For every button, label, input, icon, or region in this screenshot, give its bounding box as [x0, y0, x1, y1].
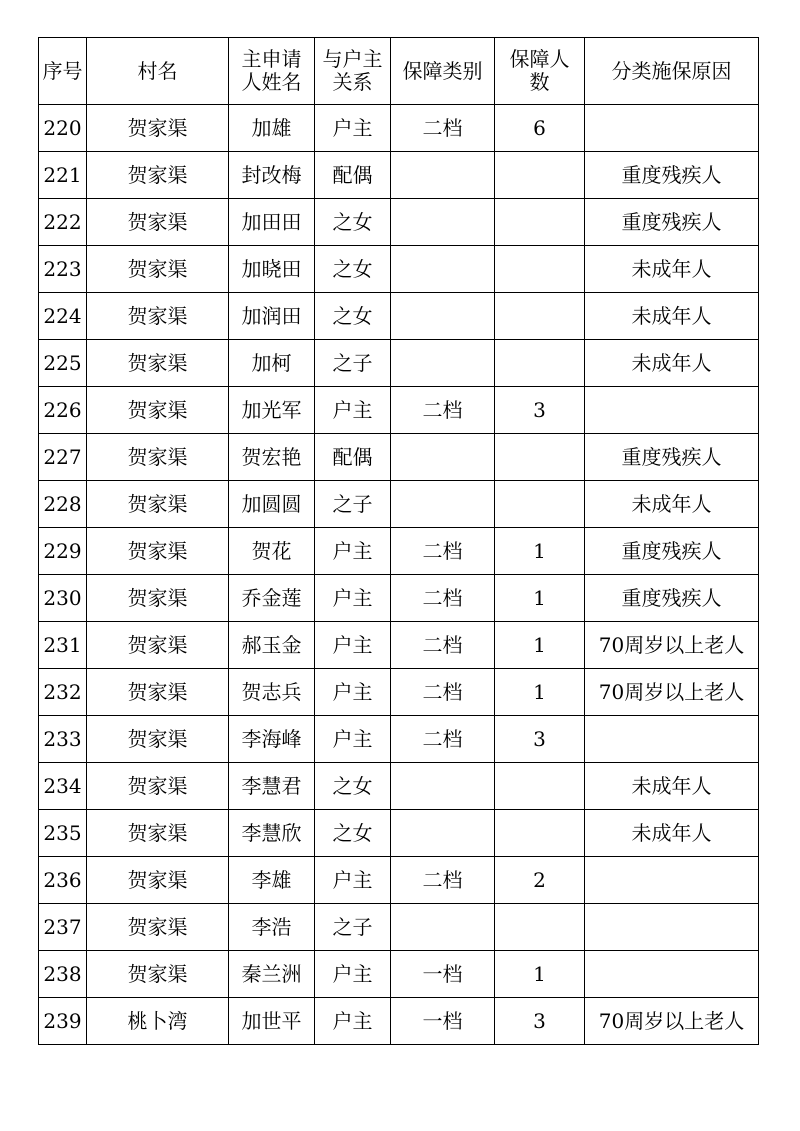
cell-village: 贺家渠 [87, 575, 229, 622]
cell-count [495, 199, 585, 246]
cell-relation: 户主 [315, 669, 391, 716]
cell-relation: 之子 [315, 340, 391, 387]
cell-seq: 222 [39, 199, 87, 246]
cell-applicant-name: 郝玉金 [229, 622, 315, 669]
cell-count [495, 904, 585, 951]
cell-relation: 之女 [315, 246, 391, 293]
cell-village: 贺家渠 [87, 246, 229, 293]
cell-seq: 221 [39, 152, 87, 199]
table-row [39, 481, 759, 528]
cell-village: 桃卜湾 [87, 998, 229, 1045]
table-row [39, 951, 759, 998]
header-village: 村名 [87, 38, 229, 105]
cell-seq: 237 [39, 904, 87, 951]
table-row [39, 857, 759, 904]
cell-count: 3 [495, 716, 585, 763]
cell-relation: 户主 [315, 622, 391, 669]
cell-applicant-name: 李海峰 [229, 716, 315, 763]
cell-reason: 重度残疾人 [585, 152, 759, 199]
cell-reason: 重度残疾人 [585, 528, 759, 575]
header-relation: 与户主 关系 [315, 38, 391, 105]
cell-reason: 未成年人 [585, 481, 759, 528]
cell-applicant-name: 加田田 [229, 199, 315, 246]
cell-reason [585, 716, 759, 763]
header-seq: 序号 [39, 38, 87, 105]
cell-category [391, 293, 495, 340]
cell-applicant-name: 加世平 [229, 998, 315, 1045]
cell-count: 1 [495, 528, 585, 575]
table-row [39, 152, 759, 199]
cell-category [391, 152, 495, 199]
cell-seq: 226 [39, 387, 87, 434]
header-count: 保障人 数 [495, 38, 585, 105]
cell-reason: 未成年人 [585, 810, 759, 857]
cell-village: 贺家渠 [87, 622, 229, 669]
table-row [39, 904, 759, 951]
cell-count [495, 246, 585, 293]
cell-village: 贺家渠 [87, 293, 229, 340]
cell-relation: 之子 [315, 481, 391, 528]
table-row [39, 716, 759, 763]
cell-village: 贺家渠 [87, 904, 229, 951]
cell-count: 6 [495, 105, 585, 152]
cell-category [391, 199, 495, 246]
cell-applicant-name: 李慧君 [229, 763, 315, 810]
cell-category: 二档 [391, 622, 495, 669]
cell-applicant-name: 贺花 [229, 528, 315, 575]
cell-reason [585, 105, 759, 152]
table-row [39, 293, 759, 340]
cell-category: 二档 [391, 669, 495, 716]
cell-seq: 234 [39, 763, 87, 810]
cell-relation: 配偶 [315, 434, 391, 481]
cell-village: 贺家渠 [87, 951, 229, 998]
cell-seq: 227 [39, 434, 87, 481]
cell-village: 贺家渠 [87, 105, 229, 152]
cell-relation: 户主 [315, 857, 391, 904]
cell-village: 贺家渠 [87, 763, 229, 810]
table-row [39, 575, 759, 622]
cell-seq: 228 [39, 481, 87, 528]
cell-category [391, 904, 495, 951]
cell-reason: 重度残疾人 [585, 434, 759, 481]
cell-applicant-name: 封改梅 [229, 152, 315, 199]
table-row [39, 528, 759, 575]
cell-seq: 223 [39, 246, 87, 293]
table-row [39, 246, 759, 293]
cell-count: 1 [495, 951, 585, 998]
table-row [39, 105, 759, 152]
cell-category: 二档 [391, 575, 495, 622]
cell-applicant-name: 乔金莲 [229, 575, 315, 622]
cell-count [495, 763, 585, 810]
cell-applicant-name: 李慧欣 [229, 810, 315, 857]
document-page [38, 37, 759, 1045]
cell-village: 贺家渠 [87, 481, 229, 528]
cell-count: 1 [495, 669, 585, 716]
cell-reason [585, 387, 759, 434]
header-applicant-name: 主申请 人姓名 [229, 38, 315, 105]
assistance-table [38, 37, 759, 1045]
cell-relation: 配偶 [315, 152, 391, 199]
cell-seq: 220 [39, 105, 87, 152]
cell-village: 贺家渠 [87, 669, 229, 716]
cell-relation: 之女 [315, 199, 391, 246]
cell-reason: 未成年人 [585, 246, 759, 293]
cell-reason: 未成年人 [585, 340, 759, 387]
cell-village: 贺家渠 [87, 152, 229, 199]
cell-category: 二档 [391, 105, 495, 152]
cell-relation: 之女 [315, 293, 391, 340]
cell-relation: 户主 [315, 998, 391, 1045]
cell-relation: 户主 [315, 716, 391, 763]
cell-category [391, 481, 495, 528]
table-body [39, 105, 759, 1045]
cell-seq: 231 [39, 622, 87, 669]
cell-seq: 230 [39, 575, 87, 622]
cell-reason: 70周岁以上老人 [585, 998, 759, 1045]
cell-village: 贺家渠 [87, 810, 229, 857]
cell-relation: 之女 [315, 763, 391, 810]
cell-village: 贺家渠 [87, 857, 229, 904]
cell-village: 贺家渠 [87, 528, 229, 575]
cell-category [391, 434, 495, 481]
cell-seq: 229 [39, 528, 87, 575]
cell-category: 一档 [391, 951, 495, 998]
cell-applicant-name: 李浩 [229, 904, 315, 951]
cell-count: 3 [495, 387, 585, 434]
cell-village: 贺家渠 [87, 340, 229, 387]
cell-category [391, 246, 495, 293]
table-row [39, 763, 759, 810]
table-row [39, 434, 759, 481]
cell-category: 二档 [391, 387, 495, 434]
cell-count [495, 293, 585, 340]
cell-applicant-name: 加晓田 [229, 246, 315, 293]
cell-reason: 未成年人 [585, 763, 759, 810]
cell-category: 一档 [391, 998, 495, 1045]
cell-category: 二档 [391, 857, 495, 904]
cell-count [495, 434, 585, 481]
cell-category: 二档 [391, 716, 495, 763]
cell-relation: 户主 [315, 951, 391, 998]
cell-count [495, 810, 585, 857]
cell-applicant-name: 加光军 [229, 387, 315, 434]
cell-count: 2 [495, 857, 585, 904]
header-row [39, 38, 759, 105]
cell-category [391, 810, 495, 857]
cell-applicant-name: 秦兰洲 [229, 951, 315, 998]
cell-applicant-name: 贺宏艳 [229, 434, 315, 481]
cell-relation: 户主 [315, 387, 391, 434]
cell-reason [585, 904, 759, 951]
cell-relation: 之子 [315, 904, 391, 951]
cell-relation: 户主 [315, 575, 391, 622]
cell-reason: 重度残疾人 [585, 575, 759, 622]
header-category: 保障类别 [391, 38, 495, 105]
cell-applicant-name: 加雄 [229, 105, 315, 152]
cell-applicant-name: 李雄 [229, 857, 315, 904]
cell-count: 1 [495, 622, 585, 669]
cell-count [495, 340, 585, 387]
cell-count: 1 [495, 575, 585, 622]
cell-seq: 225 [39, 340, 87, 387]
table-row [39, 669, 759, 716]
cell-count [495, 481, 585, 528]
table-row [39, 622, 759, 669]
table-row [39, 810, 759, 857]
cell-applicant-name: 贺志兵 [229, 669, 315, 716]
header-reason: 分类施保原因 [585, 38, 759, 105]
cell-village: 贺家渠 [87, 387, 229, 434]
cell-village: 贺家渠 [87, 199, 229, 246]
table-row [39, 387, 759, 434]
cell-seq: 235 [39, 810, 87, 857]
table-row [39, 199, 759, 246]
cell-category: 二档 [391, 528, 495, 575]
cell-seq: 239 [39, 998, 87, 1045]
cell-seq: 224 [39, 293, 87, 340]
cell-category [391, 340, 495, 387]
cell-applicant-name: 加润田 [229, 293, 315, 340]
cell-relation: 之女 [315, 810, 391, 857]
cell-reason [585, 857, 759, 904]
cell-applicant-name: 加圆圆 [229, 481, 315, 528]
cell-village: 贺家渠 [87, 434, 229, 481]
table-header [39, 38, 759, 105]
cell-seq: 232 [39, 669, 87, 716]
cell-reason: 未成年人 [585, 293, 759, 340]
cell-count: 3 [495, 998, 585, 1045]
cell-village: 贺家渠 [87, 716, 229, 763]
cell-seq: 236 [39, 857, 87, 904]
cell-category [391, 763, 495, 810]
cell-reason: 70周岁以上老人 [585, 622, 759, 669]
table-row [39, 340, 759, 387]
cell-count [495, 152, 585, 199]
cell-seq: 238 [39, 951, 87, 998]
table-row [39, 998, 759, 1045]
cell-relation: 户主 [315, 105, 391, 152]
cell-seq: 233 [39, 716, 87, 763]
cell-reason: 重度残疾人 [585, 199, 759, 246]
cell-relation: 户主 [315, 528, 391, 575]
cell-reason [585, 951, 759, 998]
cell-reason: 70周岁以上老人 [585, 669, 759, 716]
cell-applicant-name: 加柯 [229, 340, 315, 387]
